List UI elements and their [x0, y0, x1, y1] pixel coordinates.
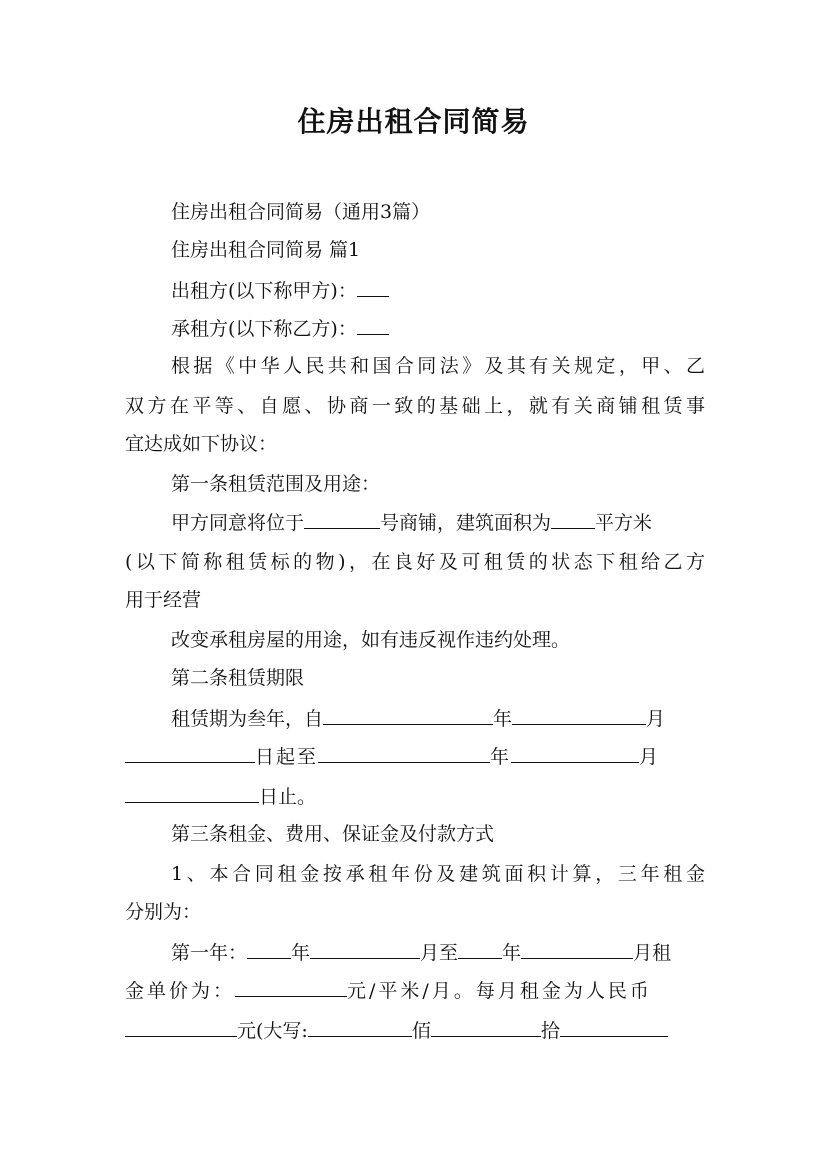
document-title: 住房出租合同简易: [297, 105, 530, 138]
text-segment: 月: [639, 746, 661, 768]
doc-subtitle: 住房出租合同简易（通用3篇）: [171, 201, 431, 223]
paragraph-line: 双方在平等、自愿、协商一致的基础上，就有关商铺租赁事: [125, 395, 705, 417]
lessee-label: 承租方(以下称乙方)：: [171, 318, 357, 340]
paragraph-line: [125, 1016, 705, 1045]
text-segment: 租赁期为叁年，自: [171, 708, 324, 730]
paragraph-line: [125, 782, 705, 811]
end-day-blank[interactable]: [125, 782, 259, 803]
text-segment: 拾: [540, 1020, 560, 1042]
tens-blank[interactable]: [431, 1016, 541, 1037]
paragraph-line: 分别为：: [125, 901, 202, 923]
text-segment: 月租: [633, 942, 672, 964]
year1-from-blank[interactable]: [247, 938, 291, 959]
text-segment: 第一年：: [171, 942, 248, 964]
area-blank[interactable]: [551, 508, 595, 529]
text-segment: 金单价为：: [125, 980, 236, 1002]
text-segment: 佰: [411, 1020, 431, 1042]
unit-price-blank[interactable]: [235, 976, 347, 997]
end-year-blank[interactable]: [318, 742, 490, 763]
text-segment: 日起至: [255, 746, 319, 768]
units-blank[interactable]: [560, 1016, 668, 1037]
end-month-blank[interactable]: [511, 742, 639, 763]
text-segment: 月至: [420, 942, 459, 964]
lessee-line: [171, 314, 705, 343]
article-heading: 第一条租赁范围及用途：: [171, 473, 381, 495]
paragraph-line: [171, 938, 705, 967]
text-segment: 元/平米/月。每月租金为人民币: [347, 980, 652, 1002]
paragraph-line: 1、本合同租金按承租年份及建筑面积计算，三年租金: [171, 863, 705, 885]
location-blank[interactable]: [304, 508, 380, 529]
year1-to-blank[interactable]: [458, 938, 502, 959]
section-heading: 住房出租合同简易 篇1: [171, 239, 361, 261]
paragraph-line: 宜达成如下协议：: [125, 433, 278, 455]
year1-month-from-blank[interactable]: [310, 938, 420, 959]
text-segment: 年: [502, 942, 522, 964]
text-segment: 甲方同意将位于: [171, 512, 305, 534]
article-heading: 第三条租金、费用、保证金及付款方式: [171, 823, 495, 845]
lessor-line: [171, 276, 705, 305]
start-month-blank[interactable]: [512, 704, 646, 725]
paragraph-line: 改变承租房屋的用途，如有违反视作违约处理。: [171, 629, 571, 651]
paragraph-line: [125, 742, 705, 771]
text-segment: 元(大写:: [237, 1020, 308, 1042]
paragraph-line: 用于经营: [125, 589, 202, 611]
paragraph-line: (以下简称租赁标的物)，在良好及可租赁的状态下租给乙方: [125, 551, 705, 573]
rent-amount-blank[interactable]: [125, 1016, 237, 1037]
text-segment: 号商铺，建筑面积为: [380, 512, 552, 534]
article-heading: 第二条租赁期限: [171, 667, 305, 689]
text-segment: 年: [493, 708, 513, 730]
text-segment: 年: [291, 942, 311, 964]
text-segment: 月: [646, 708, 666, 730]
paragraph-line: 根据《中华人民共和国合同法》及其有关规定，甲、乙: [171, 355, 705, 377]
lessee-blank[interactable]: [357, 314, 389, 335]
lessor-blank[interactable]: [357, 276, 389, 297]
year1-month-to-blank[interactable]: [521, 938, 633, 959]
paragraph-line: [171, 704, 705, 733]
lessor-label: 出租方(以下称甲方)：: [171, 280, 357, 302]
text-segment: 年: [490, 746, 512, 768]
paragraph-line: [171, 508, 705, 537]
text-segment: 日止。: [259, 786, 317, 808]
text-segment: 平方米: [595, 512, 653, 534]
start-day-blank[interactable]: [125, 742, 255, 763]
hundreds-blank[interactable]: [308, 1016, 412, 1037]
start-year-blank[interactable]: [323, 704, 493, 725]
paragraph-line: [125, 976, 705, 1005]
